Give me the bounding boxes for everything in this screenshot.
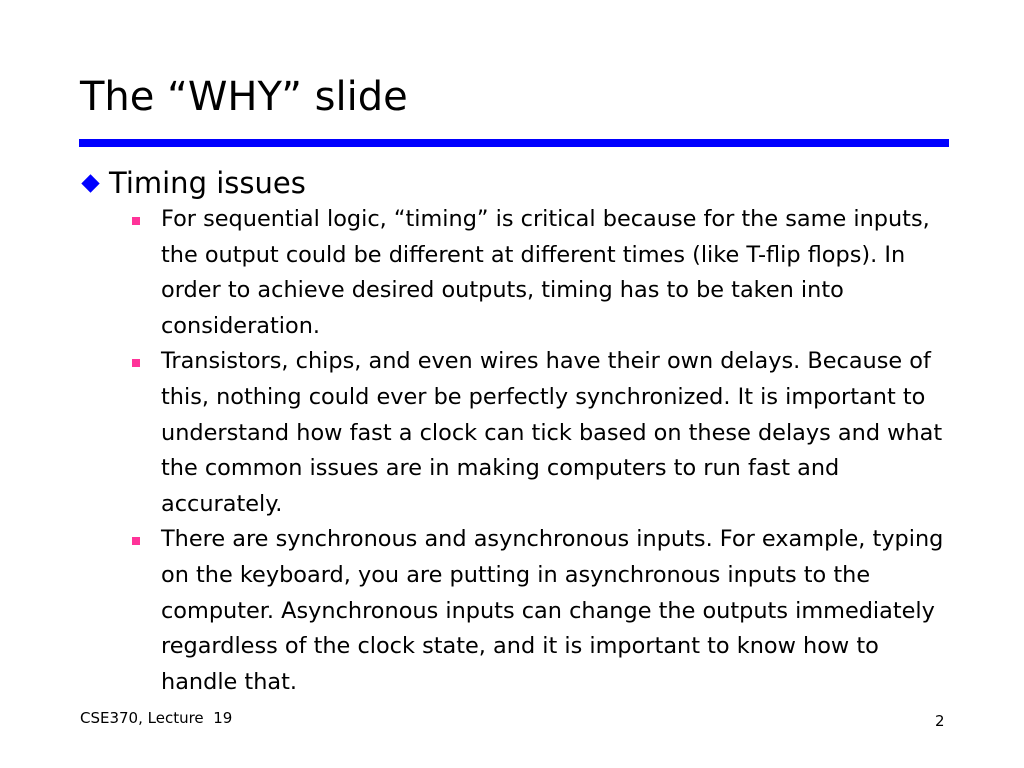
bullet-text: Timing issues <box>109 166 306 200</box>
slide-title: The “WHY” slide <box>80 74 408 120</box>
square-bullet-icon <box>132 359 140 367</box>
bullet-row <box>80 164 950 202</box>
footer-course-label: CSE370, Lecture 19 <box>80 709 233 727</box>
sub-bullet-list <box>80 202 950 700</box>
sub-bullet-text: For sequential logic, “timing” is critical because for the same inputs, the output could be different at different times (like T-flip flops). In order to achieve desired outputs, timing has to be taken into consideration. <box>161 206 930 339</box>
title-underline-rule <box>79 139 949 147</box>
sub-bullet-item <box>80 202 950 344</box>
sub-bullet-item <box>80 522 950 700</box>
sub-bullet-item <box>80 344 950 522</box>
square-bullet-icon <box>132 217 140 225</box>
footer-page-number: 2 <box>935 712 945 730</box>
diamond-bullet-icon <box>81 174 99 192</box>
bullet-timing-issues <box>80 164 950 700</box>
sub-bullet-text: Transistors, chips, and even wires have their own delays. Because of this, nothing could ever be perfectly synchronized. It is important to understand how fast a clock can tick based on these delays and what the common issues are in making computers to run fast and accurately. <box>161 348 943 517</box>
sub-bullet-text: There are synchronous and asynchronous inputs. For example, typing on the keyboard, you are putting in asynchronous inputs to the computer. Asynchronous inputs can change the outputs immediately regardless of the clock state, and it is important to know how to handle that. <box>161 526 944 695</box>
square-bullet-icon <box>132 537 140 545</box>
